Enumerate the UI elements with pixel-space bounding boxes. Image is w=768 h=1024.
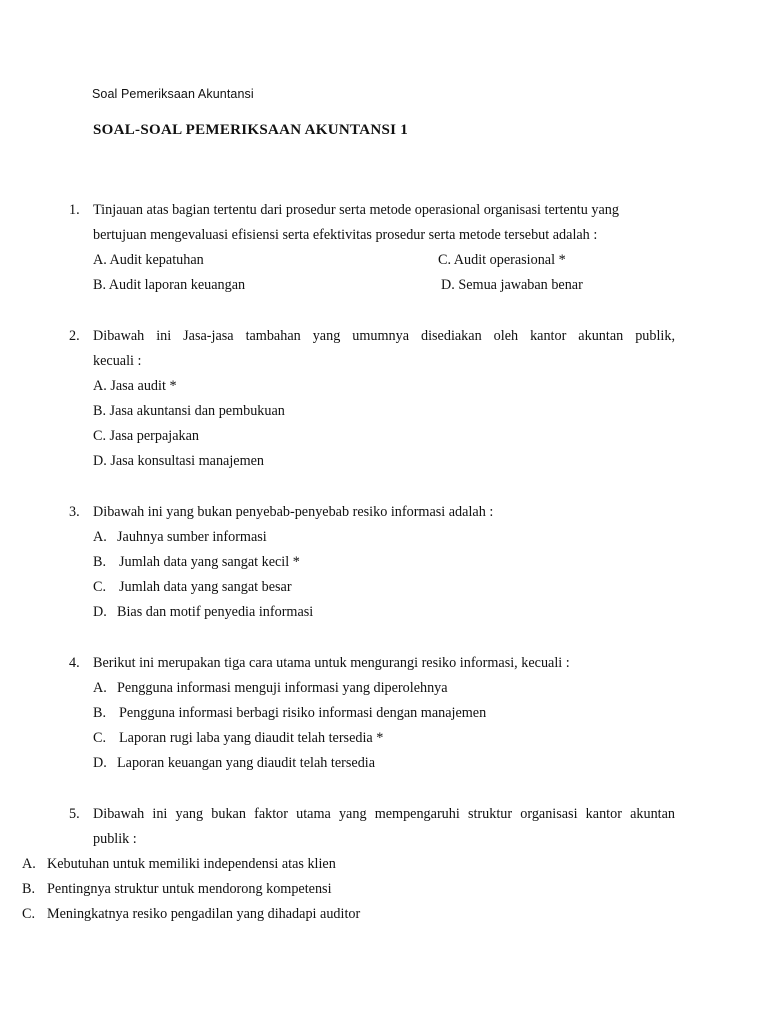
question-text-line: Dibawah ini yang bukan faktor utama yang mempengaruhi struktur organisasi kantor akuntan xyxy=(93,806,675,822)
option-letter: A. xyxy=(93,680,107,696)
option-text: Jauhnya sumber informasi xyxy=(117,529,267,545)
option-a xyxy=(93,679,448,697)
option-c xyxy=(93,578,292,596)
question-text-line: Dibawah ini Jasa-jasa tambahan yang umumnya disediakan oleh kantor akuntan publik, xyxy=(93,328,675,344)
question-text-line: kecuali : xyxy=(93,353,142,369)
option-letter: B. xyxy=(93,554,107,570)
option-c: C. Jasa perpajakan xyxy=(93,428,199,444)
option-letter: C. xyxy=(22,906,36,922)
option-a: A. Audit kepatuhan xyxy=(93,252,204,268)
option-text: Laporan rugi laba yang diaudit telah tersedia * xyxy=(119,730,384,746)
option-letter: D. xyxy=(93,755,107,771)
option-b: B. Audit laporan keuangan xyxy=(93,277,246,293)
option-text: Laporan keuangan yang diaudit telah tersedia xyxy=(117,755,376,771)
option-letter: B. xyxy=(22,881,36,897)
option-text: Bias dan motif penyedia informasi xyxy=(117,604,314,620)
option-b xyxy=(22,880,332,898)
option-d: D. Jasa konsultasi manajemen xyxy=(93,453,264,469)
option-c xyxy=(93,729,384,747)
option-text: Jumlah data yang sangat besar xyxy=(119,579,292,595)
question-number: 1. xyxy=(69,202,80,218)
question-number: 2. xyxy=(69,328,80,344)
option-a xyxy=(93,528,267,546)
question-number: 5. xyxy=(69,806,80,822)
option-text: Jumlah data yang sangat kecil * xyxy=(119,554,300,570)
page-header: Soal Pemeriksaan Akuntansi xyxy=(92,87,254,101)
option-c xyxy=(22,905,361,923)
option-b: B. Jasa akuntansi dan pembukuan xyxy=(93,403,285,419)
option-b xyxy=(93,553,300,571)
question-number: 3. xyxy=(69,504,80,520)
option-text: Pengguna informasi menguji informasi yang diperolehnya xyxy=(117,680,448,696)
option-text: Pentingnya struktur untuk mendorong kompetensi xyxy=(47,881,332,897)
option-letter: A. xyxy=(22,856,36,872)
question-text-line: publik : xyxy=(93,831,137,847)
option-letter: A. xyxy=(93,529,107,545)
question-number: 4. xyxy=(69,655,80,671)
option-d: D. Semua jawaban benar xyxy=(441,277,583,293)
option-text: Kebutuhan untuk memiliki independensi atas klien xyxy=(47,856,336,872)
option-d xyxy=(93,603,314,621)
option-letter: B. xyxy=(93,705,107,721)
option-c: C. Audit operasional * xyxy=(438,252,566,268)
question-text-line: bertujuan mengevaluasi efisiensi serta efektivitas prosedur serta metode tersebut adalah : xyxy=(93,227,598,243)
option-letter: C. xyxy=(93,730,107,746)
option-text: Pengguna informasi berbagi risiko informasi dengan manajemen xyxy=(119,705,487,721)
question-text-line: Tinjauan atas bagian tertentu dari prosedur serta metode operasional organisasi tertentu yang xyxy=(93,202,619,218)
option-letter: C. xyxy=(93,579,107,595)
option-d xyxy=(93,754,376,772)
option-b xyxy=(93,704,487,722)
option-text: Meningkatnya resiko pengadilan yang dihadapi auditor xyxy=(47,906,361,922)
option-a xyxy=(22,855,336,873)
option-a: A. Jasa audit * xyxy=(93,378,177,394)
question-text-line: Berikut ini merupakan tiga cara utama untuk mengurangi resiko informasi, kecuali : xyxy=(93,655,570,671)
option-letter: D. xyxy=(93,604,107,620)
document-title: SOAL-SOAL PEMERIKSAAN AKUNTANSI 1 xyxy=(93,122,409,138)
question-text-line: Dibawah ini yang bukan penyebab-penyebab resiko informasi adalah : xyxy=(93,504,494,520)
